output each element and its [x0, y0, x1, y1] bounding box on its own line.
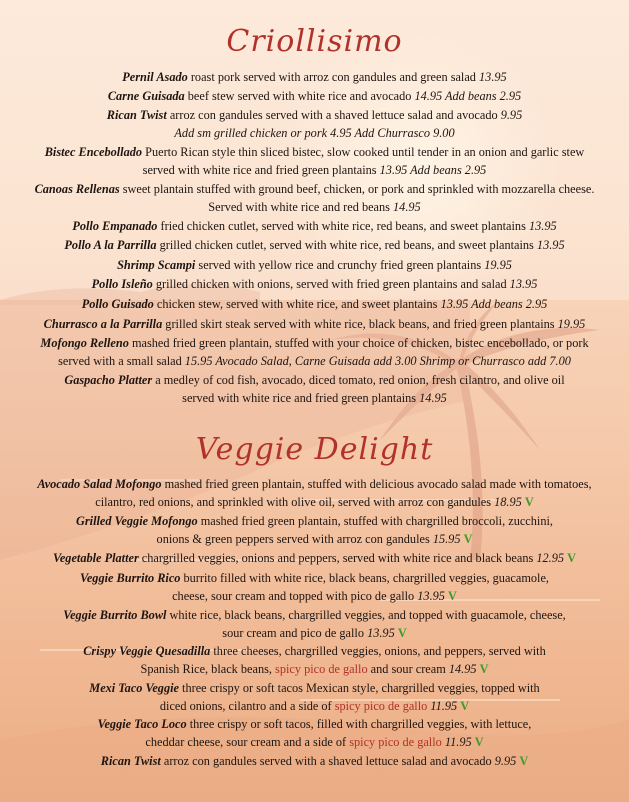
- menu-item: [20, 106, 609, 142]
- item-price: 15.95: [432, 532, 461, 546]
- item-name: Vegetable Platter: [53, 551, 139, 565]
- menu-item: [20, 180, 609, 216]
- item-desc-2: cilantro, red onions, and sprinkled with olive oil, served with arroz con gandules: [95, 495, 495, 509]
- item-desc: chargrilled veggies, onions and peppers, served with white rice and black beans: [138, 551, 537, 565]
- item-desc: served with yellow rice and crunchy fried green plantains: [195, 258, 485, 272]
- item-name: Shrimp Scampi: [117, 258, 196, 272]
- menu-item: [20, 752, 609, 770]
- item-price: 18.95: [494, 495, 522, 509]
- item-desc: grilled chicken cutlet, served with white rice, red beans, and sweet plantains: [156, 238, 537, 252]
- item-desc: chicken stew, served with white rice, and sweet plantains: [153, 297, 441, 311]
- menu-item: [20, 68, 609, 86]
- spicy-side: spicy pico de gallo: [349, 735, 442, 749]
- item-desc-3: and sour cream: [367, 662, 449, 676]
- menu-item: [20, 315, 609, 333]
- vegetarian-mark-icon: V: [519, 754, 529, 768]
- vegetarian-mark-icon: V: [479, 662, 489, 676]
- item-price: 13.95 Add beans 2.95: [440, 297, 548, 311]
- item-desc: white rice, black beans, chargrilled veggies, and topped with guacamole, cheese,: [166, 608, 566, 622]
- menu-item: [20, 217, 609, 235]
- item-name: Pollo A la Parrilla: [64, 238, 157, 252]
- item-price: 19.95: [557, 317, 586, 331]
- item-desc: fried chicken cutlet, served with white rice, red beans, and sweet plantains: [157, 219, 529, 233]
- menu-item: [20, 679, 609, 715]
- item-name: Veggie Burrito Bowl: [63, 608, 167, 622]
- item-desc: three crispy or soft tacos, filled with chargrilled veggies, with lettuce,: [186, 717, 532, 731]
- menu-item: [20, 371, 609, 407]
- item-desc: mashed fried green plantain, stuffed with your choice of chicken, bistec encebollado, or pork: [128, 336, 589, 350]
- item-price: 11.95: [444, 735, 472, 749]
- item-price: 14.95: [419, 391, 447, 405]
- item-price: 13.95: [367, 626, 395, 640]
- item-price: 13.95: [417, 589, 445, 603]
- menu-item: [20, 512, 609, 548]
- item-name: Gaspacho Platter: [64, 373, 153, 387]
- menu-item: [20, 549, 609, 567]
- item-desc-2: onions & green peppers served with arroz con gandules: [156, 532, 433, 546]
- item-name: Grilled Veggie Mofongo: [76, 514, 198, 528]
- section-title-veggie-delight: Veggie Delight: [195, 432, 434, 467]
- item-desc: grilled skirt steak served with white rice, black beans, and fried green plantains: [162, 317, 558, 331]
- item-price: 19.95: [484, 258, 512, 272]
- vegetarian-mark-icon: V: [397, 626, 407, 640]
- menu-item: [20, 236, 609, 254]
- item-desc-2: diced onions, cilantro and a side of: [159, 699, 335, 713]
- vegetarian-mark-icon: V: [474, 735, 484, 749]
- item-name: Crispy Veggie Quesadilla: [83, 644, 211, 658]
- item-price: 13.95: [509, 277, 538, 291]
- menu-item: [20, 295, 609, 313]
- menu-item: [20, 606, 609, 642]
- item-price: 13.95: [528, 219, 557, 233]
- item-desc-2: Served with white rice and red beans: [208, 200, 394, 214]
- item-desc: roast pork served with arroz con gandules and green salad: [187, 70, 480, 84]
- item-desc: arroz con gandules served with a shaved lettuce salad and avocado: [166, 108, 501, 122]
- item-name: Churrasco a la Parrilla: [43, 317, 163, 331]
- item-desc-2: served with a small salad: [58, 354, 185, 368]
- item-name: Carne Guisada: [107, 89, 185, 103]
- menu-item: [20, 275, 609, 293]
- item-desc-2: cheddar cheese, sour cream and a side of: [145, 735, 350, 749]
- menu-item: [20, 475, 609, 511]
- item-price: 13.95: [479, 70, 507, 84]
- menu-item: [20, 642, 609, 678]
- item-desc: sweet plantain stuffed with ground beef, chicken, or pork and sprinkled with mozzarella cheese.: [119, 182, 595, 196]
- item-name: Pollo Empanado: [72, 219, 158, 233]
- item-price: 13.95 Add beans 2.95: [379, 163, 487, 177]
- item-price: 14.95: [393, 200, 421, 214]
- item-desc: mashed fried green plantain, stuffed with delicious avocado salad made with tomatoes,: [161, 477, 592, 491]
- menu-item: [20, 569, 609, 605]
- item-name: Pollo Guisado: [81, 297, 154, 311]
- item-price: 15.95 Avocado Salad, Carne Guisada add 3.00 Shrimp or Churrasco add 7.00: [184, 354, 571, 368]
- item-name: Pollo Isleño: [91, 277, 153, 291]
- item-name: Mexi Taco Veggie: [89, 681, 179, 695]
- item-desc-2: cheese, sour cream and topped with pico de gallo: [172, 589, 418, 603]
- item-desc-2: sour cream and pico de gallo: [222, 626, 368, 640]
- item-name: Bistec Encebollado: [44, 145, 143, 159]
- item-desc: beef stew served with white rice and avocado: [184, 89, 415, 103]
- menu-item: [20, 334, 609, 370]
- item-name: Veggie Burrito Rico: [80, 571, 181, 585]
- item-price: 14.95 Add beans 2.95: [414, 89, 522, 103]
- menu-item: [20, 715, 609, 751]
- vegetarian-mark-icon: V: [460, 699, 470, 713]
- vegetarian-mark-icon: V: [463, 532, 473, 546]
- item-name: Mofongo Relleno: [40, 336, 129, 350]
- item-price: 9.95: [494, 754, 517, 768]
- vegetarian-mark-icon: V: [524, 495, 534, 509]
- item-name: Avocado Salad Mofongo: [37, 477, 162, 491]
- menu-item: [20, 256, 609, 274]
- item-name: Rican Twist: [100, 754, 161, 768]
- item-desc-2: served with white rice and fried green plantains: [182, 391, 420, 405]
- item-desc: mashed fried green plantain, stuffed with chargrilled broccoli, zucchini,: [197, 514, 553, 528]
- vegetarian-mark-icon: V: [567, 551, 576, 565]
- item-desc: burrito filled with white rice, black beans, chargrilled veggies, guacamole,: [180, 571, 549, 585]
- item-desc: three cheeses, chargrilled veggies, onions, and peppers, served with: [210, 644, 546, 658]
- spicy-side: spicy pico de gallo: [334, 699, 428, 713]
- item-price: 12.95: [536, 551, 564, 565]
- item-desc-2: served with white rice and fried green plantains: [142, 163, 380, 177]
- item-price: 11.95: [430, 699, 458, 713]
- item-price: 9.95: [500, 108, 523, 122]
- item-desc: three crispy or soft tacos Mexican style, chargrilled veggies, topped with: [178, 681, 540, 695]
- item-addons: Add sm grilled chicken or pork 4.95 Add Churrasco 9.00: [174, 126, 455, 140]
- item-name: Pernil Asado: [122, 70, 188, 84]
- item-desc: arroz con gandules served with a shaved lettuce salad and avocado: [160, 754, 495, 768]
- item-desc: a medley of cod fish, avocado, diced tomato, red onion, fresh cilantro, and olive oil: [152, 373, 565, 387]
- item-desc: Puerto Rican style thin sliced bistec, slow cooked until tender in an onion and garlic stew: [142, 145, 585, 159]
- item-price: 13.95: [536, 238, 565, 252]
- menu-item: [20, 143, 609, 179]
- item-price: 14.95: [448, 662, 477, 676]
- item-name: Veggie Taco Loco: [97, 717, 187, 731]
- menu-item: [20, 87, 609, 105]
- item-name: Canoas Rellenas: [34, 182, 120, 196]
- vegetarian-mark-icon: V: [448, 589, 457, 603]
- item-desc: grilled chicken with onions, served with fried green plantains and salad: [152, 277, 510, 291]
- spicy-side: spicy pico de gallo: [275, 662, 368, 676]
- section-title-criollisimo: Criollisimo: [226, 24, 403, 59]
- item-desc-2: Spanish Rice, black beans,: [140, 662, 276, 676]
- item-name: Rican Twist: [106, 108, 167, 122]
